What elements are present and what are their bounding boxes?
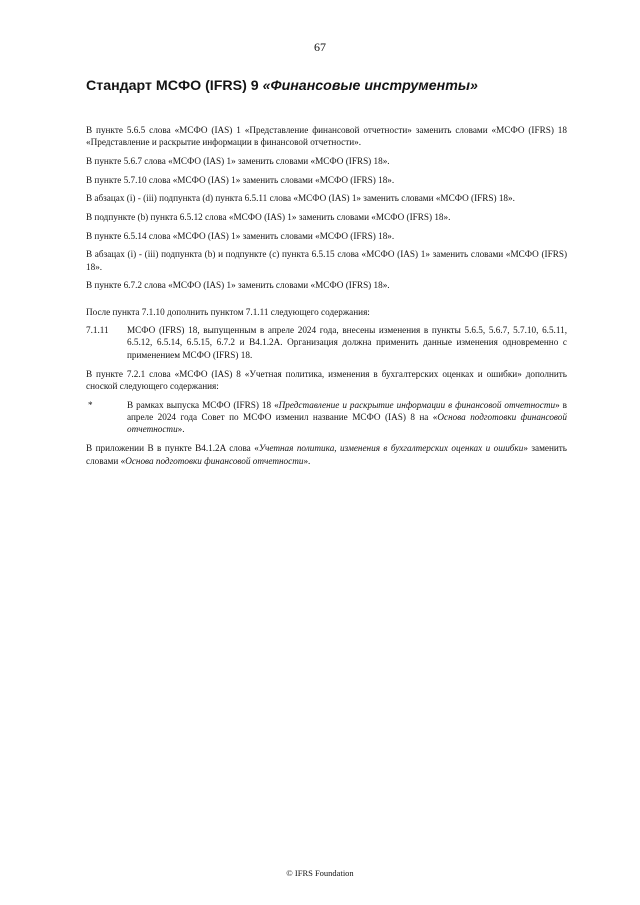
- insertion-paragraph: После пункта 7.1.10 дополнить пунктом 7.1.11 следующего содержания:: [86, 306, 370, 317]
- amendment-paragraph: В пункте 6.5.14 слова «МСФО (IAS) 1» заменить словами «МСФО (IFRS) 18».: [86, 230, 395, 241]
- page-number: 67: [314, 40, 326, 54]
- page-title: [86, 78, 566, 94]
- document-body: [86, 124, 567, 473]
- amendment-paragraph: В пункте 6.7.2 слова «МСФО (IAS) 1» заменить словами «МСФО (IFRS) 18».: [86, 280, 390, 291]
- amendment-paragraph: В абзацах (i) - (iii) подпункта (d) пункта 6.5.11 слова «МСФО (IAS) 1» заменить словами «МСФО (IFRS) 18».: [86, 193, 515, 204]
- amendment-paragraph: В подпункте (b) пункта 6.5.12 слова «МСФО (IAS) 1» заменить словами «МСФО (IFRS) 18».: [86, 212, 451, 223]
- numbered-item: [86, 324, 567, 361]
- copyright-footer: © IFRS Foundation: [286, 868, 354, 878]
- footnote: [86, 399, 567, 436]
- title-italic: «Финансовые инструменты»: [262, 78, 478, 94]
- item-number: 7.1.11: [86, 325, 109, 336]
- footnote-intro: В пункте 7.2.1 слова «МСФО (IAS) 8 «Учетная политика, изменения в бухгалтерских оценках и ошибки» дополнить сноской следующего содержания:: [86, 368, 567, 392]
- item-text: МСФО (IFRS) 18, выпущенным в апреле 2024 года, внесены изменения в пункты 5.6.5, 5.6.7, 5.7.10, 6.5.11, 6.5.12, 6.5.14, 6.5.15, 6.7.2 и B4.1.2A. Организация должна применить данные изменения одновременно с применением МСФО (IFRS) 18.: [127, 325, 567, 360]
- footnote-mark: *: [88, 399, 93, 410]
- amendment-paragraph: В пункте 5.6.5 слова «МСФО (IAS) 1 «Представление финансовой отчетности» заменить словами «МСФО (IFRS) 18 «Представление и раскрытие информации в финансовой отчетности».: [86, 125, 567, 148]
- appendix-paragraph: В приложении B в пункте B4.1.2A слова «Учетная политика, изменения в бухгалтерских оценках и ошибки» заменить словами «Основа подготовки финансовой отчетности».: [86, 443, 567, 466]
- amendment-paragraph: В пункте 5.7.10 слова «МСФО (IAS) 1» заменить словами «МСФО (IFRS) 18».: [86, 174, 395, 185]
- amendment-paragraph: В пункте 5.6.7 слова «МСФО (IAS) 1» заменить словами «МСФО (IFRS) 18».: [86, 155, 390, 166]
- amendment-paragraph: В абзацах (i) - (iii) подпункта (b) и подпункте (c) пункта 6.5.15 слова «МСФО (IAS) 1» заменить словами «МСФО (IFRS) 18».: [86, 249, 567, 272]
- footnote-text: В рамках выпуска МСФО (IFRS) 18 «Представление и раскрытие информации в финансовой отчетности» в апреле 2024 года Совет по МСФО изменил название МСФО (IAS) 8 на «Основа подготовки финансовой отчетности».: [127, 399, 567, 435]
- title-regular: Стандарт МСФО (IFRS) 9: [86, 78, 263, 94]
